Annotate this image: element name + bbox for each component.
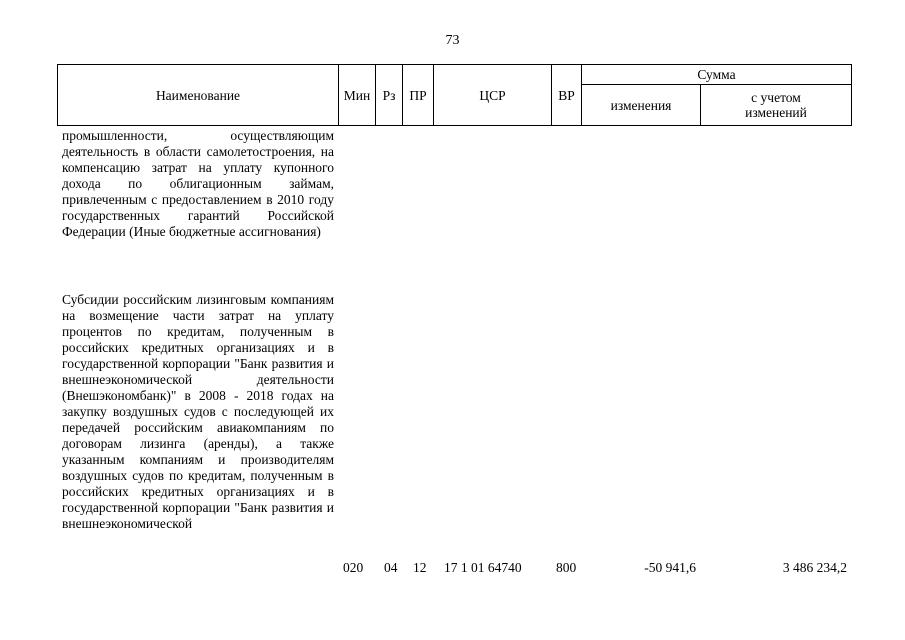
row-description: промышленности, осуществляющим деятельность в области самолетостроения, на компенсацию затрат на уплату купонного дохода по облигационным займам, привлеченным с предоставлением в 2010 году государственных гарантий Российской Федерации (Иные бюджетные ассигнования) — [62, 128, 334, 239]
header-sum: Сумма — [581, 64, 852, 85]
table-header — [57, 64, 852, 126]
page-number: 73 — [445, 33, 460, 48]
row-changes: -50 941,6 — [644, 560, 696, 575]
header-min: Мин — [338, 64, 376, 126]
header-rz: Рз — [375, 64, 403, 126]
row-rz: 04 — [384, 560, 398, 575]
row-description: Субсидии российским лизинговым компаниям на возмещение части затрат на уплату процентов по кредитам, полученным в российских кредитных организациях и в государственной корпорации "Банк развития и внешнеэкономической деятельности (Внешэкономбанк)" в 2008 - 2018 годах на закупку воздушных судов с последующей их передачей российским авиакомпаниям по договорам лизинга (аренды), а также указанным компаниям и производителям воздушных судов по кредитам, полученным в российских кредитных организациях и в государственной корпорации "Банк развития и внешнеэкономической — [62, 292, 334, 531]
row-vr: 800 — [556, 560, 577, 575]
row-csr: 17 1 01 64740 — [444, 560, 522, 575]
row-min: 020 — [343, 560, 364, 575]
row-with-changes: 3 486 234,2 — [782, 560, 847, 575]
header-name: Наименование — [57, 64, 339, 126]
header-csr: ЦСР — [433, 64, 552, 126]
header-changes: изменения — [581, 84, 701, 126]
header-with-changes: с учетом изменений — [700, 84, 852, 126]
header-vr: ВР — [551, 64, 582, 126]
row-pr: 12 — [413, 560, 427, 575]
header-pr: ПР — [402, 64, 434, 126]
